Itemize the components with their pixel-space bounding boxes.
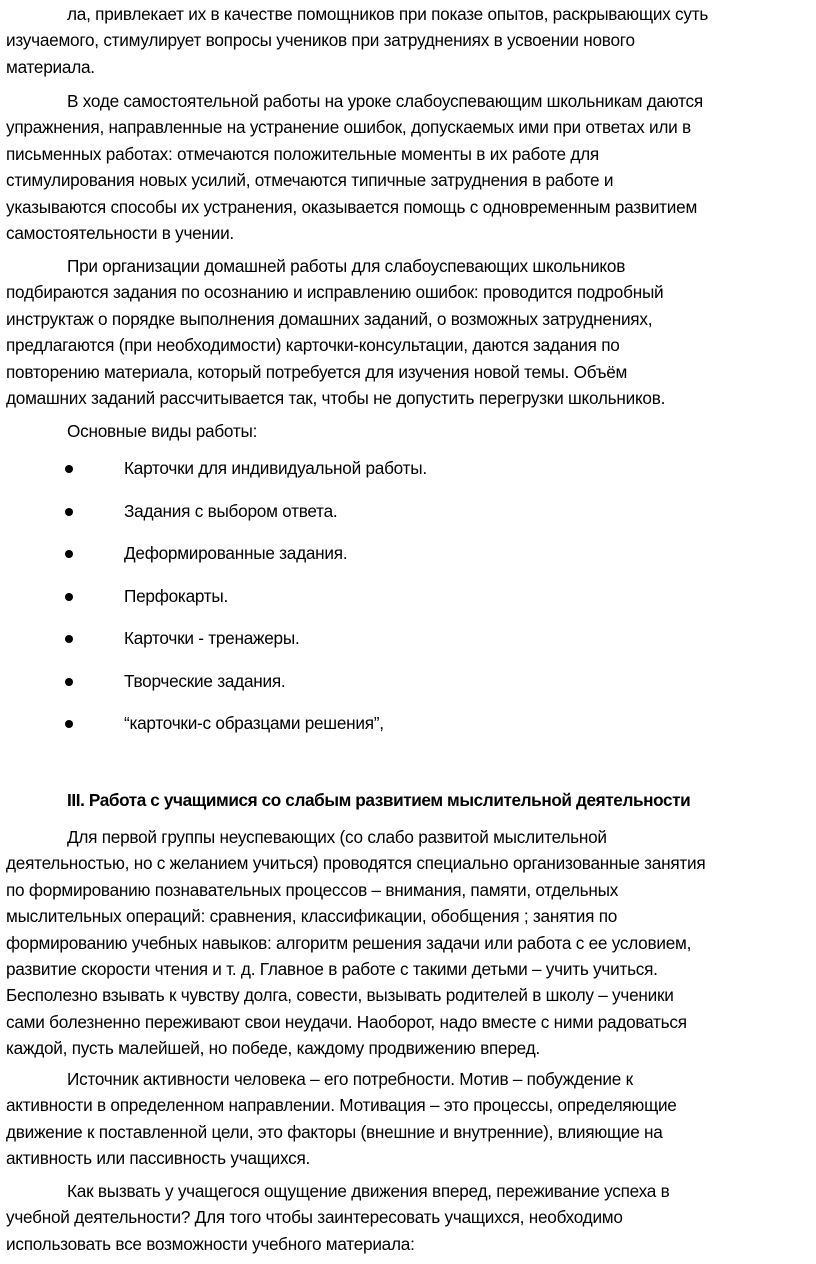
text-line: изучаемого, стимулирует вопросы учеников при затруднениях в усвоении нового	[6, 30, 635, 51]
text-line: самостоятельности в учении.	[6, 223, 234, 244]
list-item-text: “карточки-с образцами решения”,	[124, 713, 384, 733]
text-line: сами болезненно переживают свои неудачи. Наоборот, надо вместе с ними радоваться	[6, 1011, 687, 1032]
bullet-icon	[65, 593, 73, 601]
list-item-text: Задания с выбором ответа.	[124, 500, 338, 521]
text-line: Бесполезно взывать к чувству долга, совести, вызывать родителей в школу – ученики	[6, 985, 674, 1006]
list-item-text: Карточки - тренажеры.	[124, 628, 300, 648]
list-item	[6, 710, 806, 753]
list-item	[6, 625, 806, 668]
text-line: стимулирования новых усилий, отмечаются типичные затруднения в работе и	[6, 170, 614, 191]
text-line: упражнения, направленные на устранение ошибок, допускаемых ими при ответах или в	[6, 117, 691, 138]
list-item-text: Перфокарты.	[124, 585, 229, 606]
text-line: В ходе самостоятельной работы на уроке слабоуспевающим школьникам даются	[67, 91, 703, 111]
bullet-icon	[65, 465, 73, 473]
list-item-text: Творческие задания.	[124, 670, 286, 691]
text-line: материала.	[6, 56, 95, 77]
section-heading	[6, 787, 690, 813]
text-line: мыслительных операций: сравнения, классификации, обобщения ; занятия по	[6, 906, 618, 927]
paragraph-4	[6, 824, 705, 1062]
text-line: формированию учебных навыков: алгоритм решения задачи или работа с ее условием,	[6, 932, 692, 953]
text-line: инструктаж о порядке выполнения домашних заданий, о возможных затруднениях,	[6, 308, 653, 329]
bullet-icon	[65, 550, 73, 558]
text-line: использовать все возможности учебного материала:	[6, 1233, 415, 1254]
bullet-icon	[65, 635, 73, 643]
bullet-icon	[65, 720, 73, 728]
types-intro	[6, 418, 257, 444]
text-line: развитие скорости чтения и т. д. Главное в работе с такими детьми – учить учиться.	[6, 959, 658, 980]
list-item	[6, 498, 806, 541]
list-item-text: Деформированные задания.	[124, 543, 348, 563]
list-item	[6, 583, 806, 626]
text-line: письменных работах: отмечаются положительные моменты в их работе для	[6, 143, 599, 164]
text-line: предлагаются (при необходимости) карточки-консультации, даются задания по	[6, 335, 620, 356]
paragraph-1	[6, 1, 708, 80]
text-line: подбираются задания по осознанию и исправлению ошибок: проводится подробный	[6, 282, 664, 303]
text-line: деятельностью, но с желанием учиться) проводятся специально организованные занятия	[6, 853, 706, 874]
text-line: активность или пассивность учащихся.	[6, 1148, 311, 1169]
text-line: Основные виды работы:	[67, 421, 258, 441]
text-line: указываются способы их устранения, оказывается помощь с одновременным развитием	[6, 196, 698, 217]
text-line: движение к поставленной цели, это факторы (внешние и внутренние), влияющие на	[6, 1121, 663, 1142]
work-types-list	[6, 455, 806, 753]
text-line: каждой, пусть малейшей, но победе, каждому продвижению вперед.	[6, 1038, 540, 1059]
text-line: домашних заданий рассчитывается так, чтобы не допустить перегрузки школьников.	[6, 388, 666, 409]
text-line: Как вызвать у учащегося ощущение движения вперед, переживание успеха в	[67, 1181, 670, 1201]
list-item-text: Карточки для индивидуальной работы.	[124, 458, 427, 478]
paragraph-2	[6, 88, 703, 246]
text-line: учебной деятельности? Для того чтобы заинтересовать учащихся, необходимо	[6, 1207, 623, 1228]
text-line: При организации домашней работы для слабоуспевающих школьников	[67, 256, 626, 276]
list-item	[6, 455, 806, 498]
text-line: Источник активности человека – его потребности. Мотив – побуждение к	[67, 1069, 633, 1089]
text-line: повторению материала, который потребуется для изучения новой темы. Объём	[6, 361, 628, 382]
bullet-icon	[65, 508, 73, 516]
text-line: активности в определенном направлении. Мотивация – это процессы, определяющие	[6, 1095, 677, 1116]
heading-text: III. Работа с учащимися со слабым развитием мыслительной деятельности	[67, 790, 691, 810]
paragraph-3	[6, 253, 665, 411]
list-item	[6, 668, 806, 711]
text-line: по формированию познавательных процессов – внимания, памяти, отдельных	[6, 879, 619, 900]
text-line: ла, привлекает их в качестве помощников при показе опытов, раскрывающих суть	[67, 4, 709, 24]
bullet-icon	[65, 678, 73, 686]
paragraph-5	[6, 1066, 677, 1172]
list-item	[6, 540, 806, 583]
text-line: Для первой группы неуспевающих (со слабо развитой мыслительной	[67, 827, 607, 847]
paragraph-6	[6, 1178, 669, 1257]
